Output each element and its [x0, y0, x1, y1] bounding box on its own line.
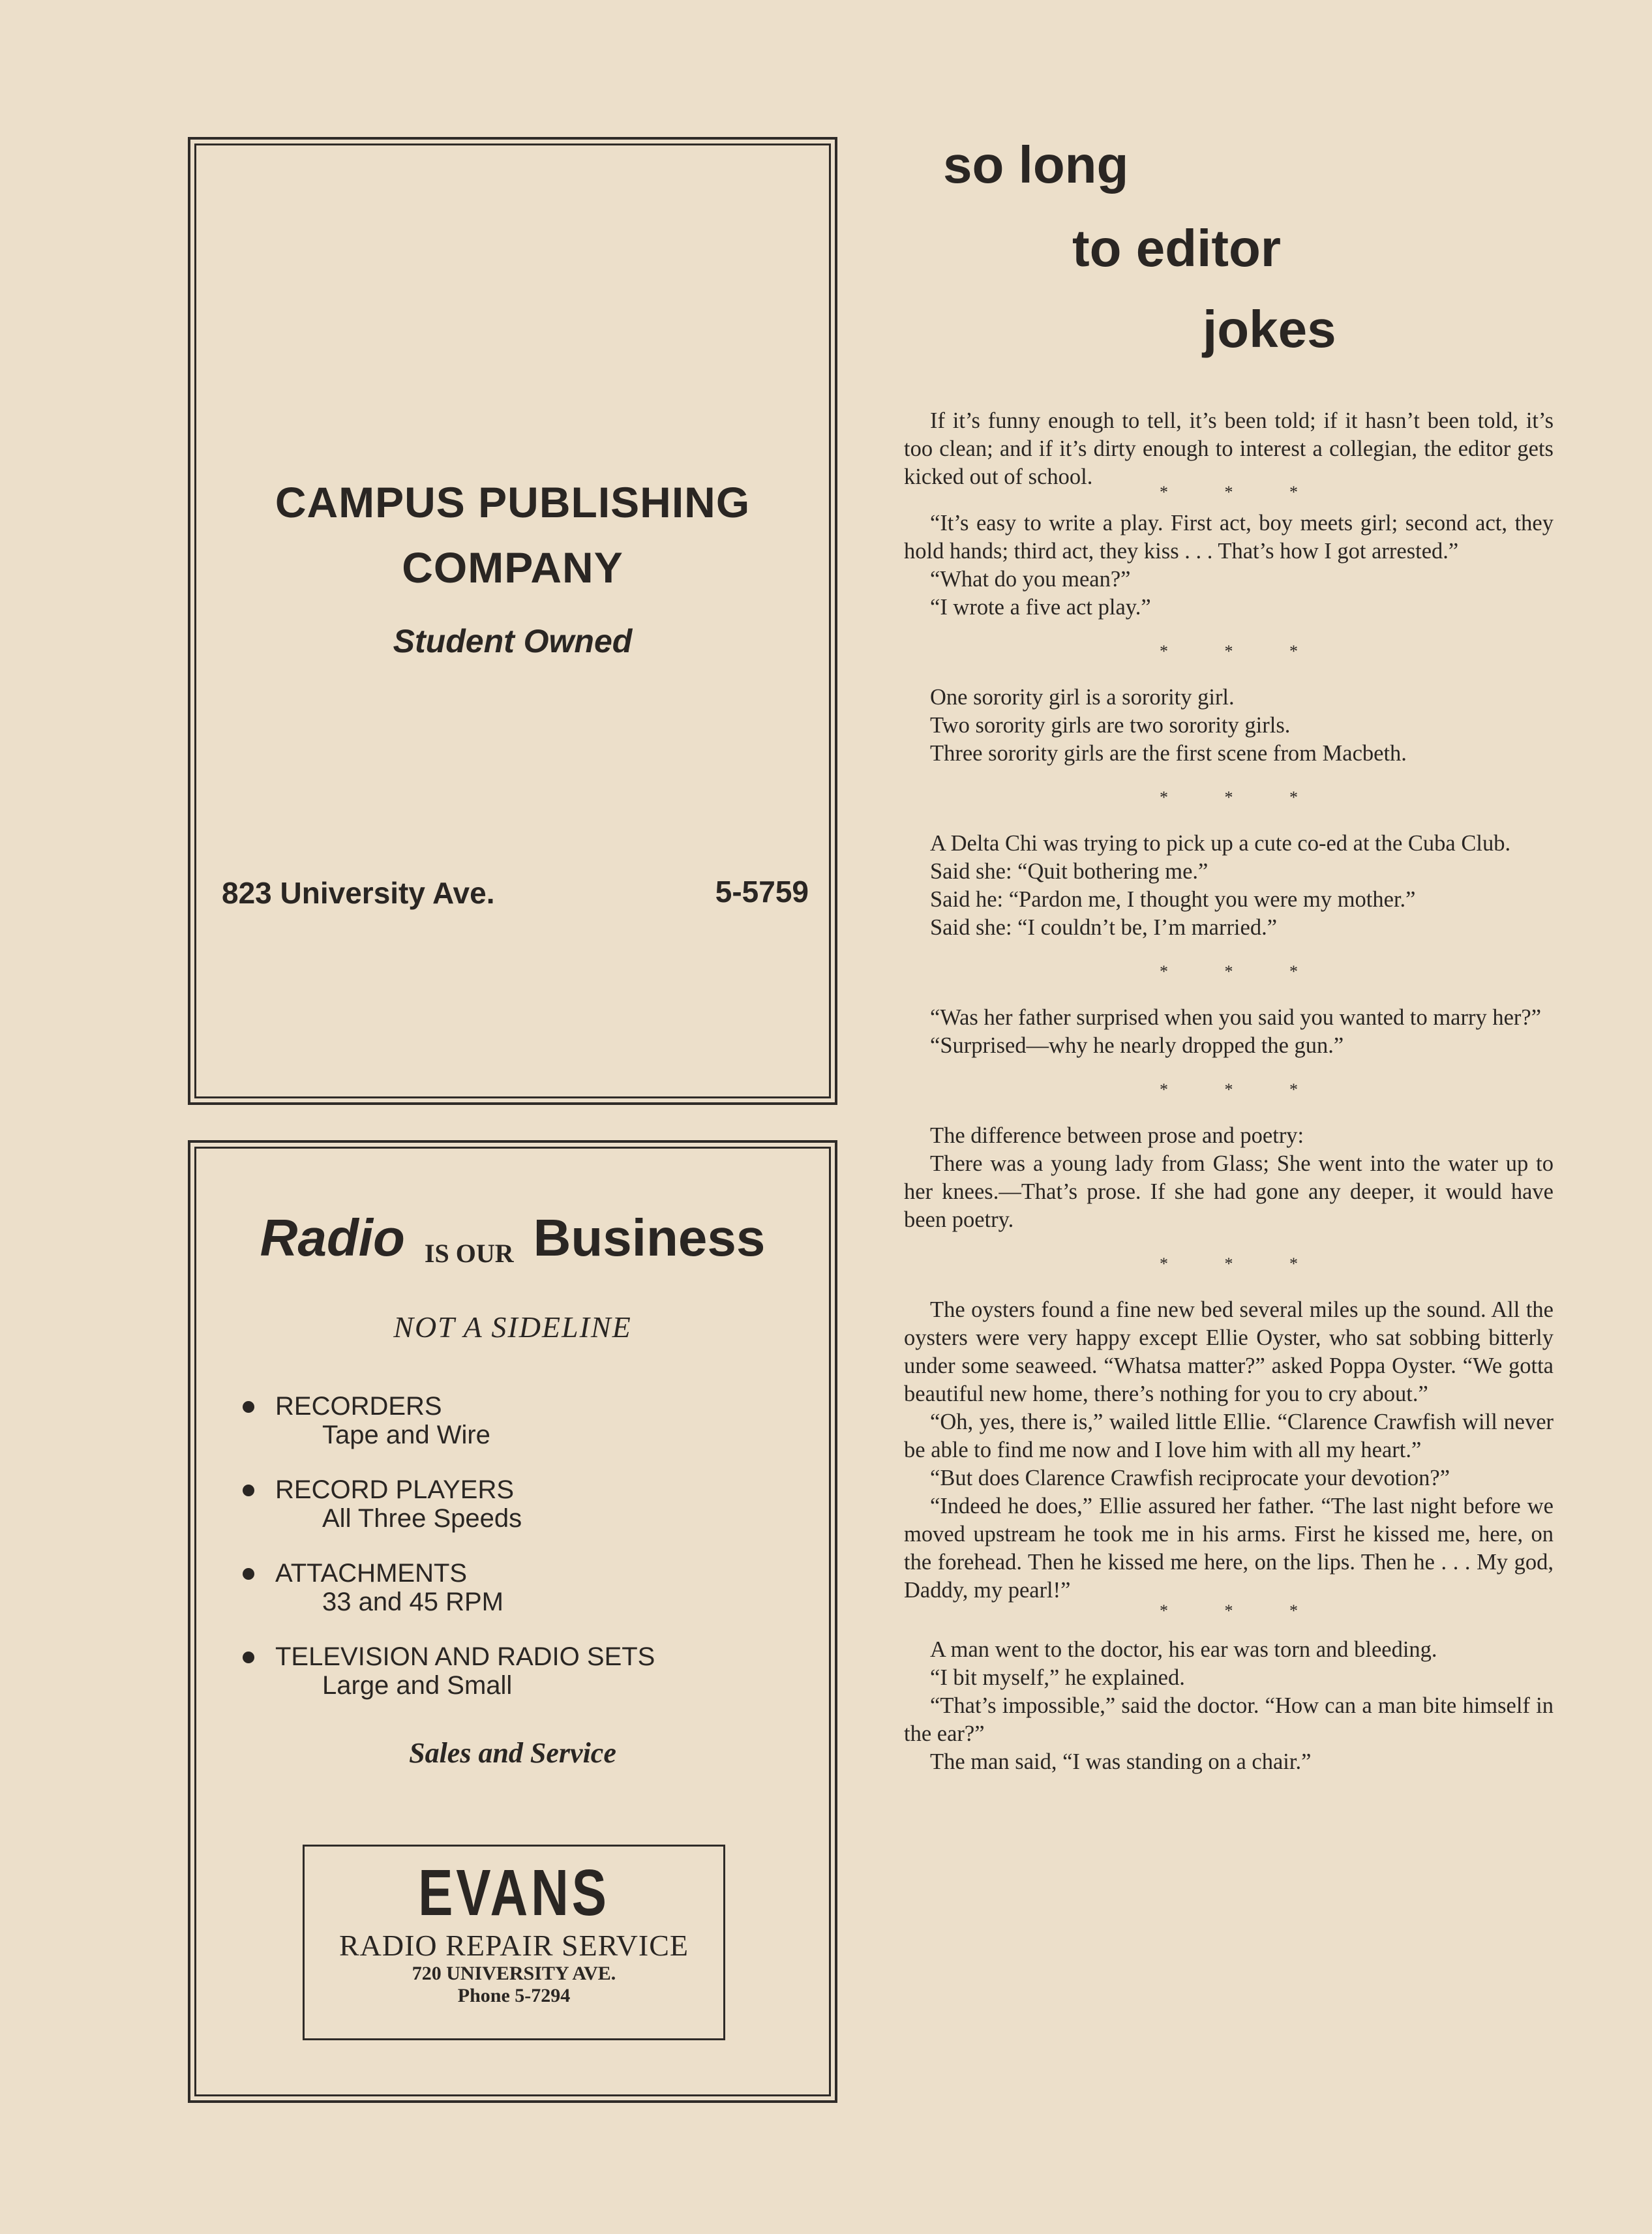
- joke-paragraph: “But does Clarence Crawfish reciprocate your devotion?”: [930, 1466, 1450, 1490]
- joke-paragraph: The oysters found a fine new bed several miles up the sound. All the oysters were very happy except Ellie Oyster, who sat sobbing bitterly under some seaweed. “Whatsa matter?” asked Poppa Oyster. “We gotta beautiful new home, there’s nothing for you to cry about.”: [904, 1297, 1554, 1406]
- joke-paragraph: There was a young lady from Glass; She went into the water up to her knees.—That’s prose. If she had gone any deeper, it would have been poetry.: [904, 1151, 1554, 1232]
- title-line-3: jokes: [1203, 300, 1336, 358]
- evans-logo-box: [303, 1845, 725, 2040]
- feature-title: RECORD PLAYERS: [275, 1475, 515, 1504]
- joke-paragraph: The difference between prose and poetry:: [930, 1123, 1304, 1148]
- joke-paragraph: If it’s funny enough to tell, it’s been told; if it hasn’t been told, it’s too clean; and if it’s dirty enough to interest a collegian, the editor gets kicked out of school.: [904, 408, 1554, 489]
- separator: * * *: [1160, 1080, 1324, 1099]
- joke-paragraph: “Was her father surprised when you said you wanted to marry her?”: [930, 1005, 1542, 1030]
- radio-headline: [190, 1208, 835, 1269]
- feature-title: TELEVISION AND RADIO SETS: [275, 1642, 655, 1671]
- evans-phone: Phone 5-7294: [457, 1985, 571, 2006]
- joke-paragraph: “Indeed he does,” Ellie assured her father. “The last night before we moved upstream he took me in his arms. First he kissed me, here, on the forehead. Then he kissed me here, on the lips. Then he . . . My god, Daddy, my pearl!”: [904, 1494, 1554, 1603]
- title-line-2: to editor: [1072, 219, 1281, 277]
- feature-detail: 33 and 45 RPM: [322, 1588, 503, 1616]
- jokes-column: [904, 407, 1554, 1776]
- separator: * * *: [1160, 788, 1324, 807]
- feature-title: ATTACHMENTS: [275, 1559, 468, 1588]
- campus-name-line2: COMPANY: [402, 543, 623, 592]
- sales-and-service: Sales and Service: [409, 1737, 616, 1769]
- campus-phone: 5-5759: [715, 875, 809, 909]
- headline-word-radio: Radio: [260, 1209, 405, 1267]
- joke-paragraph: The man said, “I was standing on a chair.”: [930, 1749, 1312, 1774]
- evans-radio-ad: [188, 1140, 837, 2103]
- evans-company-name: EVANS: [418, 1856, 610, 1929]
- separator: * * *: [1160, 1254, 1324, 1273]
- joke-paragraph: “That’s impossible,” said the doctor. “How can a man bite himself in the ear?”: [904, 1693, 1554, 1746]
- feature-item: [275, 1392, 490, 1449]
- evans-service: RADIO REPAIR SERVICE: [338, 1929, 689, 1962]
- headline-word-business: Business: [533, 1209, 766, 1267]
- separator: * * *: [1160, 962, 1324, 981]
- joke: [904, 1296, 1554, 1605]
- joke-paragraph: “Surprised—why he nearly dropped the gun.”: [930, 1033, 1344, 1058]
- feature-item: [275, 1559, 503, 1616]
- joke-paragraph: Three sorority girls are the first scene from Macbeth.: [930, 741, 1407, 766]
- joke-paragraph: Said she: “I couldn’t be, I’m married.”: [930, 915, 1278, 940]
- campus-name-line1: CAMPUS PUBLISHING: [275, 478, 751, 526]
- evans-address: 720 UNIVERSITY AVE.: [412, 1963, 616, 1984]
- joke-paragraph: Two sorority girls are two sorority girls.: [930, 713, 1291, 738]
- joke-paragraph: Said she: “Quit bothering me.”: [930, 859, 1209, 884]
- joke-paragraph: Said he: “Pardon me, I thought you were my mother.”: [930, 887, 1416, 912]
- bullet-icon: [243, 1568, 254, 1580]
- joke: [904, 407, 1554, 491]
- joke-paragraph: “Oh, yes, there is,” wailed little Ellie. “Clarence Crawfish will never be able to find me now and I love him with all my heart.”: [904, 1410, 1554, 1462]
- subhead: NOT A SIDELINE: [393, 1310, 632, 1344]
- campus-publishing-ad: [188, 137, 837, 1105]
- separator: * * *: [1160, 1601, 1324, 1620]
- joke-paragraph: A Delta Chi was trying to pick up a cute co-ed at the Cuba Club.: [930, 831, 1511, 856]
- feature-item: [275, 1475, 522, 1533]
- feature-title: RECORDERS: [275, 1392, 442, 1421]
- joke: [904, 684, 1554, 768]
- joke-paragraph: “What do you mean?”: [930, 567, 1131, 592]
- bullet-icon: [243, 1652, 254, 1663]
- bullet-icon: [243, 1401, 254, 1413]
- joke-paragraph: “I bit myself,” he explained.: [930, 1665, 1185, 1690]
- joke: [904, 1004, 1554, 1060]
- feature-detail: Tape and Wire: [322, 1421, 490, 1449]
- feature-item: [275, 1642, 655, 1700]
- joke: [904, 830, 1554, 942]
- separator: * * *: [1160, 642, 1324, 661]
- joke: [904, 509, 1554, 622]
- separator: * * *: [1160, 483, 1324, 502]
- feature-detail: Large and Small: [322, 1671, 513, 1700]
- bullet-icon: [243, 1485, 254, 1496]
- campus-address: 823 University Ave.: [222, 876, 495, 910]
- joke: [904, 1636, 1554, 1776]
- joke-paragraph: “It’s easy to write a play. First act, boy meets girl; second act, they hold hands; third act, they kiss . . . That’s how I got arrested.”: [904, 511, 1554, 564]
- joke-paragraph: One sorority girl is a sorority girl.: [930, 685, 1235, 710]
- joke-paragraph: “I wrote a five act play.”: [930, 595, 1151, 620]
- campus-tagline: Student Owned: [393, 623, 633, 659]
- headline-middle: IS OUR: [424, 1238, 514, 1268]
- feature-detail: All Three Speeds: [322, 1504, 522, 1533]
- title-line-1: so long: [943, 136, 1129, 194]
- joke: [904, 1122, 1554, 1234]
- joke-paragraph: A man went to the doctor, his ear was torn and bleeding.: [930, 1637, 1437, 1662]
